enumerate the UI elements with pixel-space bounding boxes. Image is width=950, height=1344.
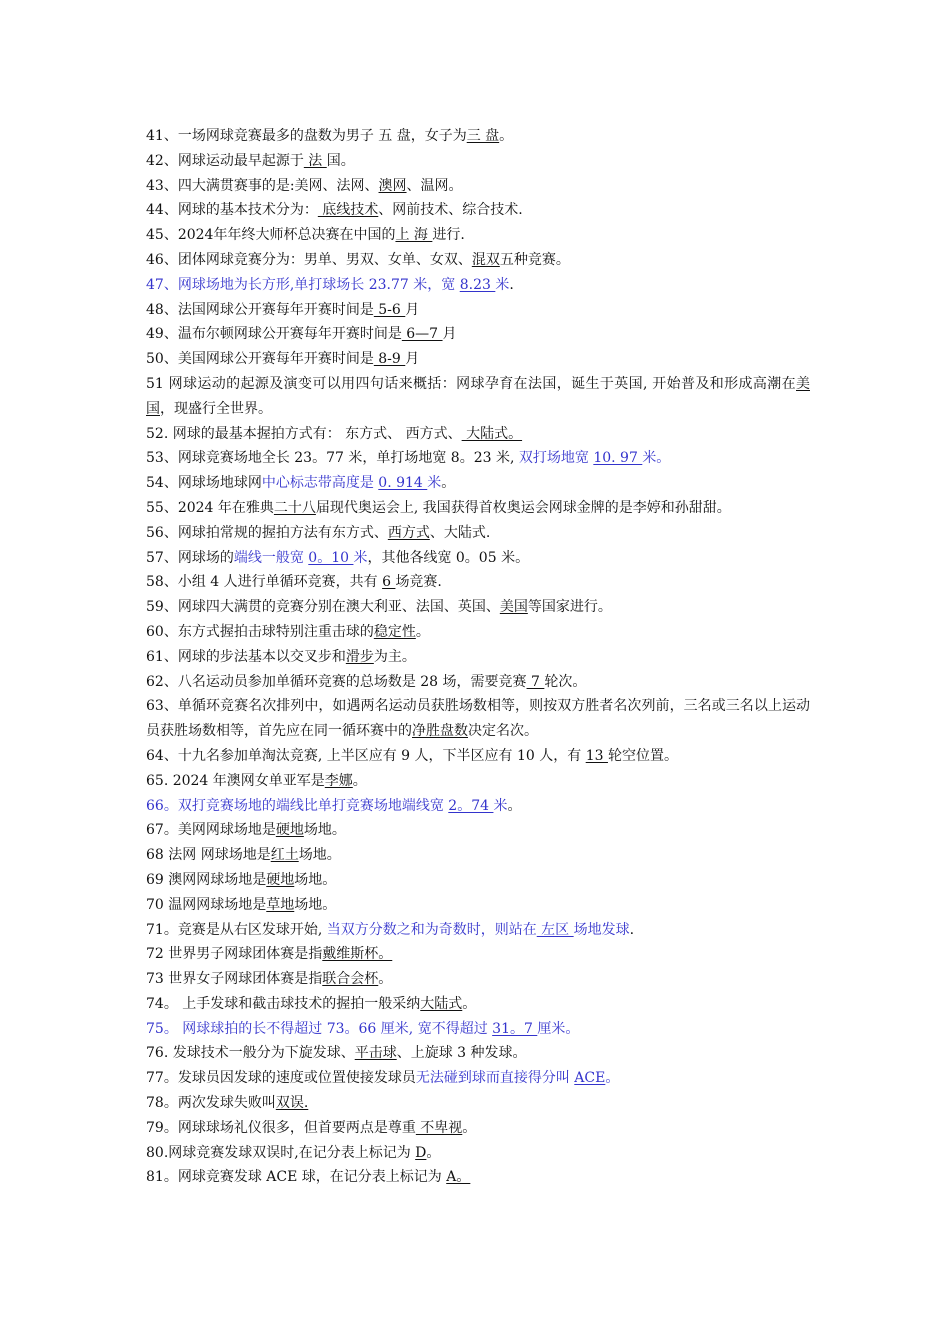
question-item [146,298,810,323]
question-item [146,794,810,819]
question-text: 场竞赛. [395,574,442,591]
question-text: 47、 [146,276,178,293]
question-text: 81。网球竞赛发球 ACE 球，在记分表上标记为 [146,1169,447,1186]
question-item [146,1116,810,1141]
question-text: . [509,276,514,293]
question-text: 。 [441,475,456,492]
question-text: 场地。 [303,822,346,839]
question-item [146,347,810,372]
question-text: 米。 [642,450,671,467]
question-text: ，其他各线宽 0。05 米。 [367,549,530,566]
answer-blank: 0. 914 [378,475,428,492]
question-text: 49、温布尔顿网球公开赛每年开赛时间是 [146,326,402,343]
question-item [146,893,810,918]
question-text: 决定名次。 [468,723,538,740]
question-text: 68 法网 网球场地是 [146,847,271,864]
question-text: 61、网球的步法基本以交叉步和 [146,648,346,665]
question-text: 场地。 [294,896,337,913]
question-text: 端线一般宽 [233,549,309,566]
answer-blank: 双误. [275,1095,309,1112]
answer-blank: 滑步 [345,648,374,665]
question-text: 双打场地宽 [518,450,594,467]
answer-blank: 李娜 [324,772,353,789]
question-text: 73 世界女子网球团体赛是指 [146,971,323,988]
question-item [146,471,810,496]
answer-blank: 红土 [270,847,299,864]
question-item [146,868,810,893]
question-item [146,744,810,769]
answer-blank: 稳定性 [373,623,416,640]
question-item [146,546,810,571]
question-text: 网球场地为长方形,单打球场长 23.77 米，宽 [177,276,460,293]
question-text: 米 [493,797,508,814]
question-text: 45、2024年年终大师杯总决赛在中国的 [146,227,396,244]
question-text: 双打竞赛场地的端线比单打竞赛场地端线宽 [177,797,449,814]
question-text: 60、东方式握拍击球特别注重击球的 [146,623,374,640]
question-text: 、温网。 [406,177,463,194]
question-text: 48、法国网球公开赛每年开赛时间是 [146,301,374,318]
question-text: 米 [495,276,510,293]
answer-blank: 法 [303,152,327,169]
question-text: 米 [427,475,442,492]
answer-blank: 平击球 [354,1045,397,1062]
question-text: 78。两次发球失败叫 [146,1095,276,1112]
answer-blank: 6—7 [401,326,443,343]
question-text: 无法碰到球而直接得分叫 [415,1070,575,1087]
question-text: 、上旋球 3 种发球。 [396,1045,527,1062]
question-text: 。 [462,1119,477,1136]
question-text: 52. 网球的最基本握拍方式有： 东方式、 西方式、 [146,425,462,442]
question-text: 。 [462,995,477,1012]
question-text: 65. 2024 年澳网女单亚军是 [146,772,325,789]
question-text: 。 [499,128,514,144]
question-text: 43、四大满贯赛事的是:美网、法网、 [146,177,379,194]
question-text: ，现盛行全世界。 [160,400,272,417]
question-item [146,818,810,843]
question-text: 42、网球运动最早起源于 [146,152,304,169]
question-text: 。 [507,797,522,814]
question-item [146,1141,810,1166]
question-text: 41、一场网球竞赛最多的盘数为男子 五 盘，女子为 [146,128,467,144]
question-text: 月 [442,326,457,343]
question-item [146,967,810,992]
question-text: 50、美国网球公开赛每年开赛时间是 [146,351,374,368]
question-text: 当双方分数之和为奇数时，则站在 [326,921,537,938]
question-text: 75。 [146,1020,183,1037]
question-list [146,124,810,1190]
question-item [146,694,810,744]
question-text: 63、单循环竞赛名次排列中，如遇两名运动员获胜场数相等，则按双方胜者名次列前，三名或三名以上运动员获胜场数相等，首先应在同一循环赛中的 [146,698,810,740]
question-text: 届现代奥运会上, 我国获得首枚奥运会网球金牌的是李婷和孙甜甜。 [315,499,731,516]
question-item [146,595,810,620]
question-text: 、网前技术、综合技术. [378,202,523,219]
answer-blank: 二十八 [273,499,316,516]
question-text: 等国家进行。 [527,599,612,616]
question-text: 72 世界男子网球团体赛是指 [146,946,323,963]
question-item [146,918,810,943]
question-item [146,174,810,199]
question-item [146,769,810,794]
question-text: . [629,921,635,938]
question-text: 场地。 [298,847,341,864]
question-item [146,273,810,298]
answer-blank: 0。10 [308,549,354,566]
question-item [146,1017,810,1042]
question-item [146,1165,810,1190]
answer-blank: 三 盘 [466,128,500,144]
answer-blank: 美国 [146,375,810,417]
question-text: 53、网球竞赛场地全长 23。77 米，单打场地宽 8。23 米, [146,450,519,467]
question-text: 月 [405,301,420,318]
question-item [146,124,810,149]
question-text: 69 澳网网球场地是 [146,871,267,888]
question-text: 66。 [146,797,178,814]
question-text: 76. 发球技术一般分为下旋发球、 [146,1045,355,1062]
question-text: 进行. [432,227,465,244]
question-text: 网球球拍的长不得超过 73。66 厘米, 宽不得超过 [182,1020,493,1037]
answer-blank: 7 [526,673,545,690]
answer-blank: 2。74 [448,797,494,814]
question-text: 中心标志带高度是 [261,475,379,492]
answer-blank: D [415,1144,427,1161]
question-item [146,372,810,422]
question-text: 国。 [326,152,355,169]
answer-blank: 联合会杯 [322,971,379,988]
answer-blank: 左区 [536,921,574,938]
question-text: 62、八名运动员参加单循环竞赛的总场数是 28 场，需要竞赛 [146,673,527,690]
answer-blank: 上 海 [395,227,433,244]
question-text: 场地。 [294,871,337,888]
question-text: 58、小组 4 人进行单循环竞赛，共有 [146,574,383,591]
question-text: 64、十九名参加单淘汰竞赛, 上半区应有 9 人，下半区应有 10 人，有 [146,747,586,764]
answer-blank: 8.23 [459,276,496,293]
question-text: 80.网球竞赛发球双误时,在记分表上标记为 [146,1144,416,1161]
answer-blank: 10. 97 [593,450,643,467]
question-text: 。 [415,623,430,640]
answer-blank: 大陆式 [420,995,463,1012]
question-text: 59、网球四大满贯的竞赛分别在澳大利亚、法国、英国、 [146,599,500,616]
answer-blank: 西方式 [387,524,430,541]
question-item [146,322,810,347]
question-text: 为主。 [373,648,416,665]
question-item [146,1041,810,1066]
question-item [146,223,810,248]
question-text: 51 网球运动的起源及演变可以用四句话来概括：网球孕育在法国，诞生于英国, 开始普及和形成高潮在 [146,375,796,392]
question-text: 77。发球员因发球的速度或位置使接发球员 [146,1070,416,1087]
question-text: 轮次。 [544,673,587,690]
answer-blank: 美国 [499,599,528,616]
answer-blank: 底线技术 [317,202,379,219]
answer-blank: 硬地 [266,871,295,888]
question-text: 。 [605,1070,620,1087]
answer-blank: 混双 [471,251,500,268]
question-item [146,570,810,595]
question-text: 厘米。 [537,1020,580,1037]
question-text: 46、团体网球竞赛分为：男单、男双、女单、女双、 [146,251,472,268]
answer-blank: 不卑视 [415,1119,463,1136]
question-item [146,1066,810,1091]
question-item [146,992,810,1017]
question-item [146,670,810,695]
question-item [146,843,810,868]
answer-blank: 草地 [266,896,295,913]
answer-blank: 5-6 [373,301,406,318]
question-item [146,446,810,471]
answer-blank: 澳网 [378,177,407,194]
answer-blank: 净胜盘数 [412,723,468,740]
question-item [146,1091,810,1116]
question-text: 57、网球场的 [146,549,234,566]
question-text: 。 [426,1144,441,1161]
answer-blank: 大陆式。 [461,425,523,442]
question-text: 。 [378,971,393,988]
answer-blank: 硬地 [275,822,304,839]
answer-blank: 戴维斯杯。 [322,946,393,963]
answer-blank: 31。7 [492,1020,538,1037]
question-item [146,521,810,546]
question-text: 56、网球拍常规的握拍方法有东方式、 [146,524,388,541]
question-text: 米 [353,549,368,566]
answer-blank: 13 [585,747,608,764]
question-item [146,422,810,447]
question-text: 54、网球场地球网 [146,475,262,492]
question-text: 场地发球 [573,921,630,938]
question-item [146,620,810,645]
answer-blank: 6 [382,574,396,591]
question-text: 71。竞赛是从右区发球开始, [146,921,327,938]
question-text: 月 [405,351,420,368]
question-text: 轮空位置。 [607,747,678,764]
question-text: 55、2024 年在雅典 [146,499,274,516]
question-item [146,942,810,967]
question-text: 79。网球球场礼仪很多，但首要两点是尊重 [146,1119,416,1136]
question-item [146,198,810,223]
question-item [146,149,810,174]
question-text: 70 温网网球场地是 [146,896,267,913]
question-item [146,645,810,670]
question-text: 五种竞赛。 [499,251,570,268]
question-text: 。 [352,772,367,789]
question-text: 、大陆式. [429,524,491,541]
answer-blank: A。 [446,1169,471,1186]
question-item [146,248,810,273]
answer-blank: 8-9 [373,351,406,368]
question-text: 67。美网网球场地是 [146,822,276,839]
question-text: 74。 上手发球和截击球技术的握拍一般采纳 [146,995,421,1012]
answer-blank: ACE [574,1070,606,1087]
question-text: 44、网球的基本技术分为： [146,202,318,219]
question-item [146,496,810,521]
